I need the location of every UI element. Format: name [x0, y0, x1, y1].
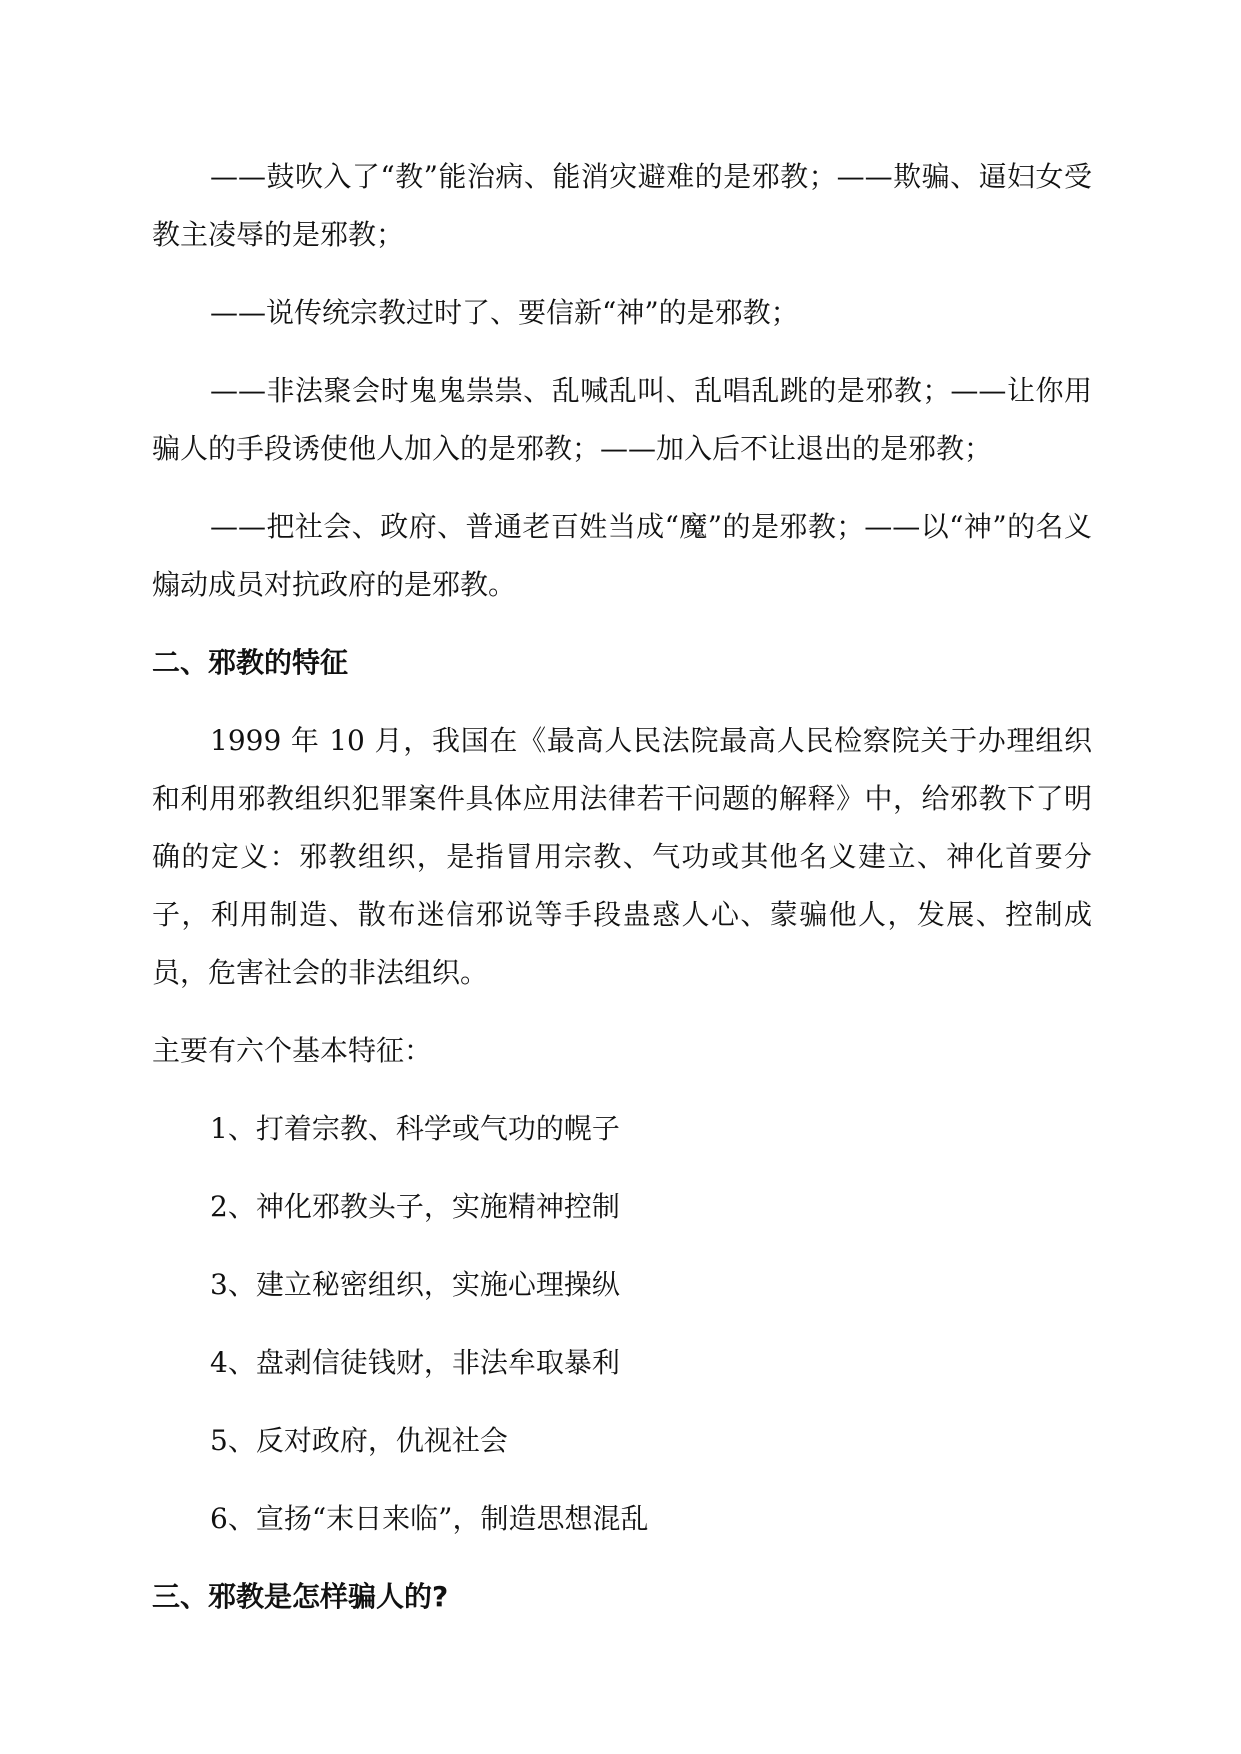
intro-paragraph-1: ——鼓吹入了“教”能治病、能消灾避难的是邪教；——欺骗、逼妇女受教主凌辱的是邪教；	[152, 160, 1092, 251]
section-heading-features: 二、邪教的特征	[152, 646, 349, 679]
document-page	[152, 148, 1092, 1646]
intro-paragraph-3: ——非法聚会时鬼鬼祟祟、乱喊乱叫、乱唱乱跳的是邪教；——让你用骗人的手段诱使他人加入的是邪教；——加入后不让退出的是邪教；	[152, 374, 1092, 465]
list-item: 6、宣扬“末日来临”，制造思想混乱	[210, 1502, 649, 1535]
intro-paragraph-2: ——说传统宗教过时了、要信新“神”的是邪教；	[210, 296, 799, 329]
list-item: 3、建立秘密组织，实施心理操纵	[210, 1268, 620, 1301]
list-item: 1、打着宗教、科学或气功的幌子	[210, 1112, 620, 1145]
list-item: 4、盘剥信徒钱财，非法牟取暴利	[210, 1346, 620, 1379]
list-item: 2、神化邪教头子，实施精神控制	[210, 1190, 620, 1223]
definition-paragraph: 1999 年 10 月，我国在《最高人民法院最高人民检察院关于办理组织和利用邪教组织犯罪案件具体应用法律若干问题的解释》中，给邪教下了明确的定义：邪教组织，是指冒用宗教、气功或其他名义建立、神化首要分子，利用制造、散布迷信邪说等手段蛊惑人心、蒙骗他人，发展、控制成员，危害社会的非法组织。	[152, 724, 1092, 989]
features-list	[152, 1100, 1092, 1548]
intro-paragraph-4: ——把社会、政府、普通老百姓当成“魔”的是邪教；——以“神”的名义煽动成员对抗政府的是邪教。	[152, 510, 1092, 601]
list-item: 5、反对政府，仇视社会	[210, 1424, 508, 1457]
features-intro: 主要有六个基本特征：	[152, 1034, 433, 1067]
section-heading-deception: 三、邪教是怎样骗人的?	[152, 1580, 449, 1613]
